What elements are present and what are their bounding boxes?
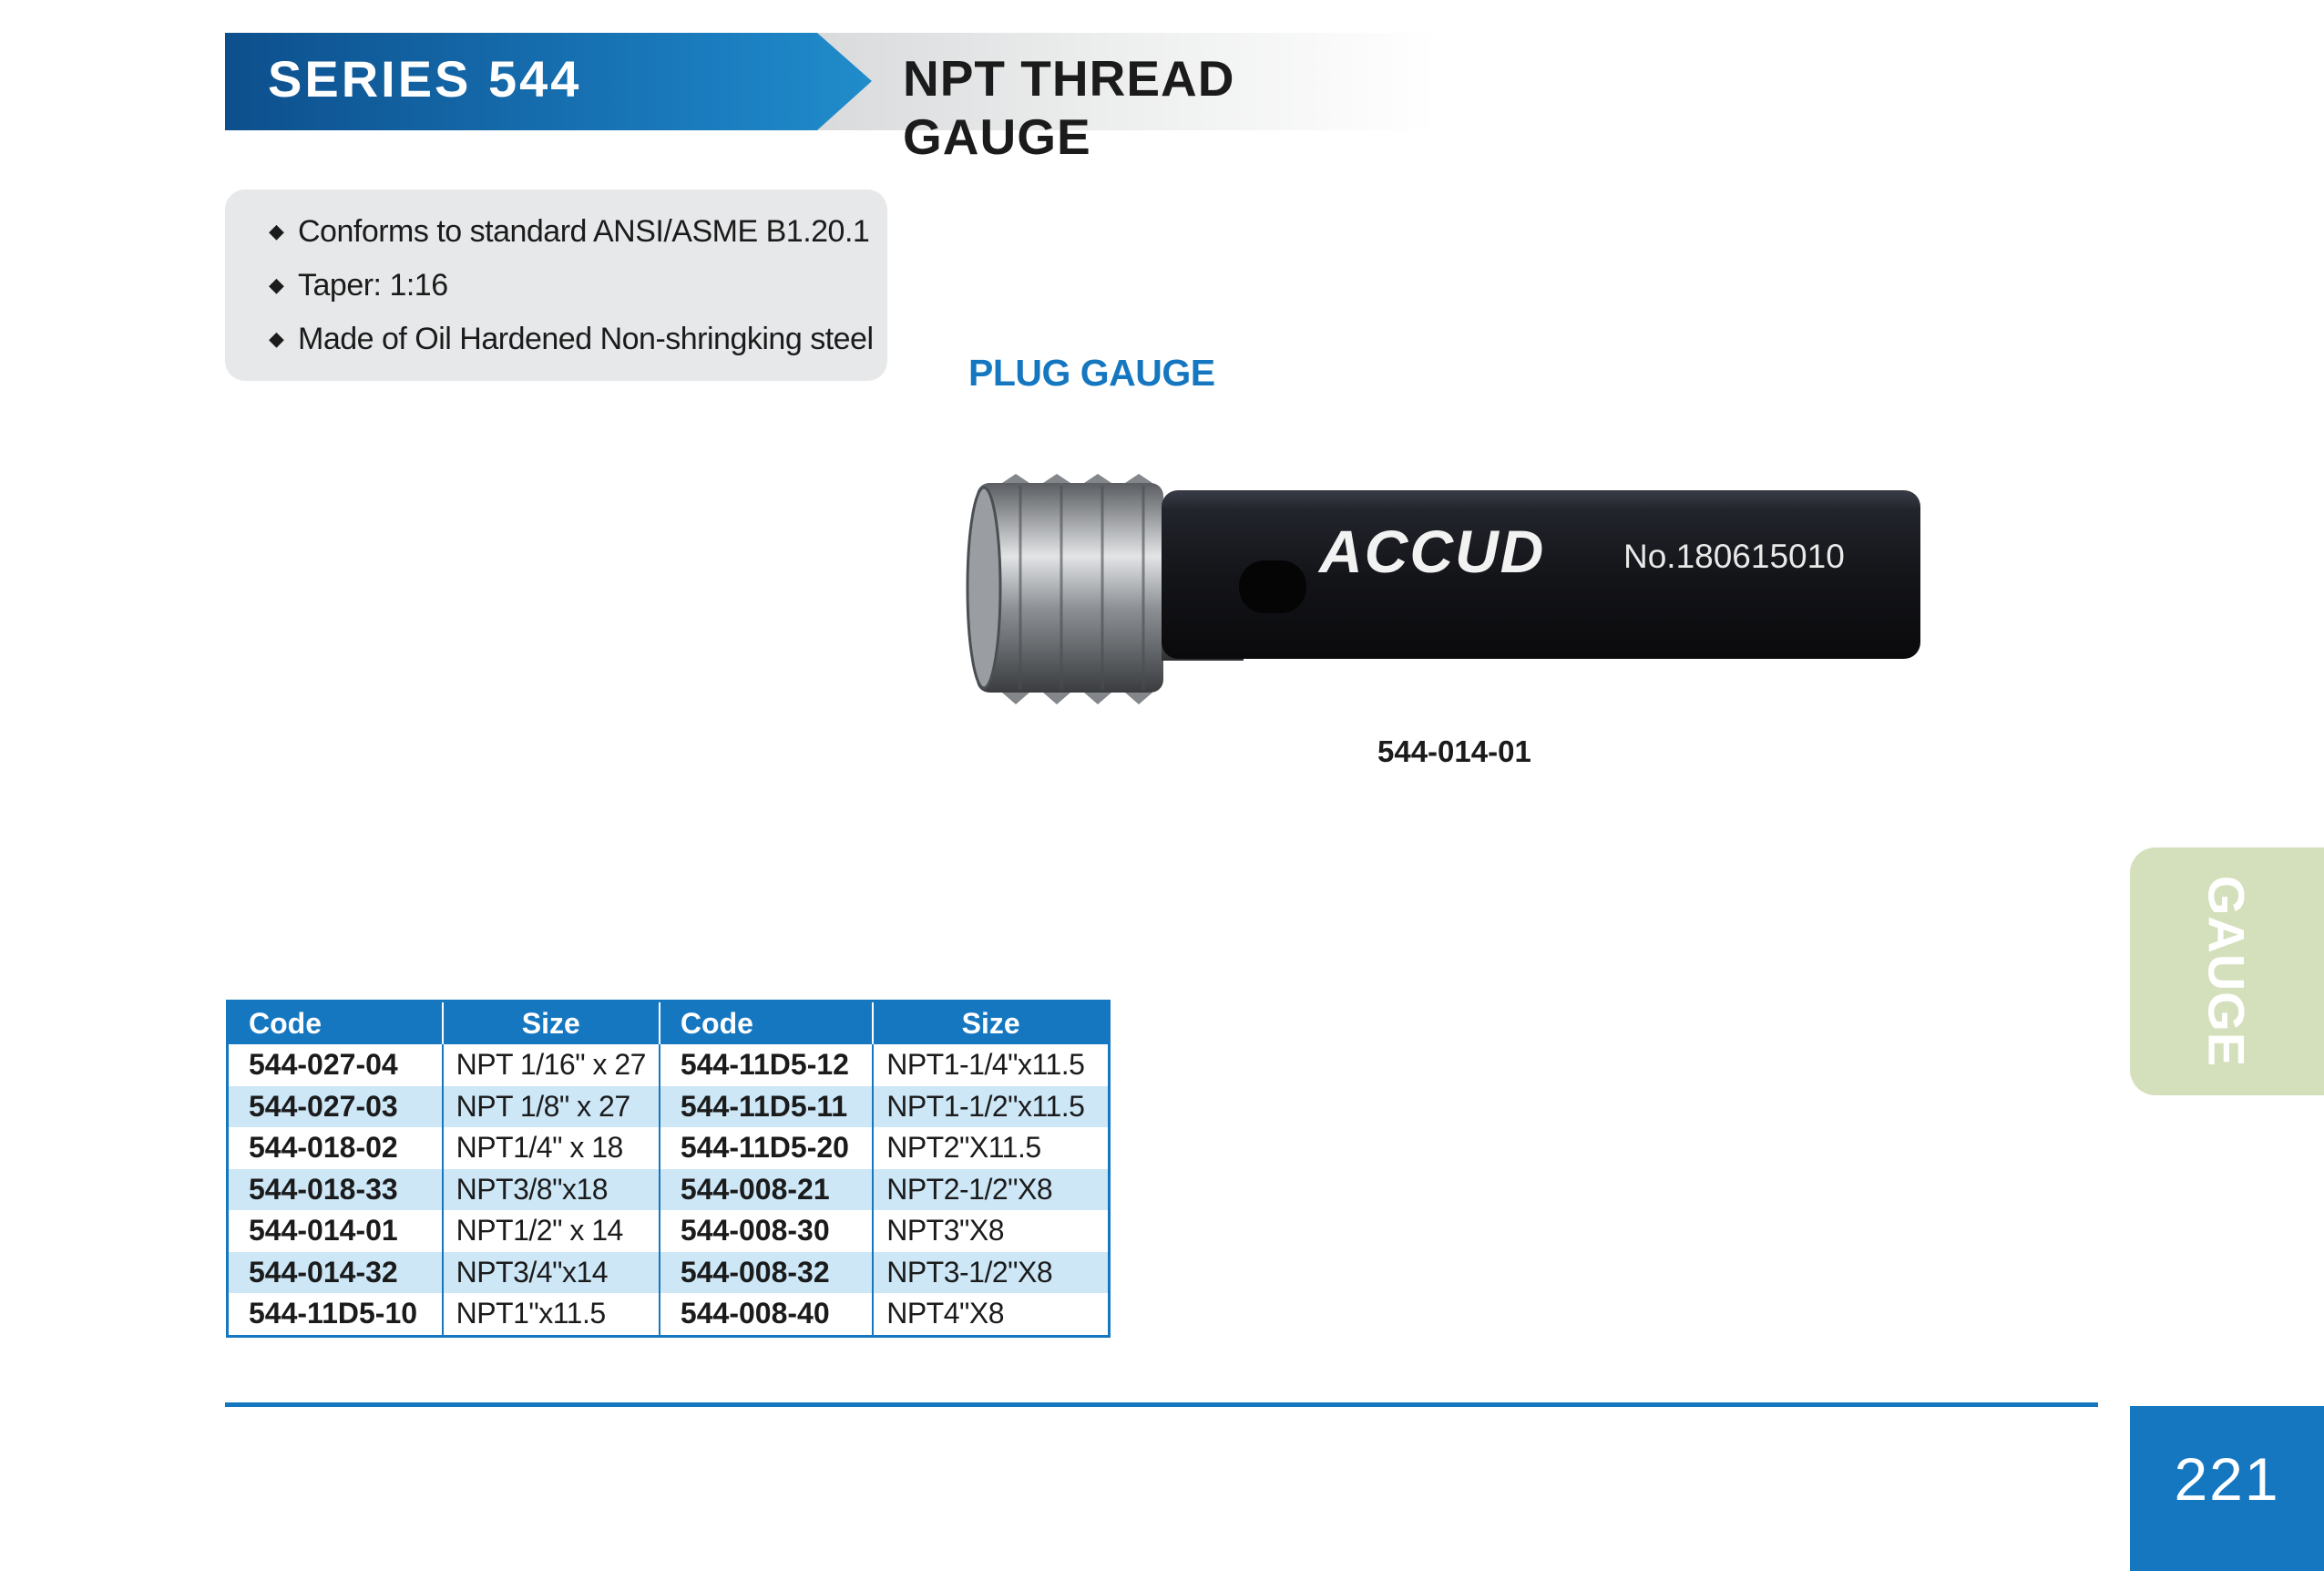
footer-rule: [225, 1402, 2098, 1407]
diamond-bullet-icon: ◆: [269, 327, 284, 350]
code-cell: 544-008-21: [660, 1169, 873, 1211]
diamond-bullet-icon: ◆: [269, 273, 284, 296]
size-cell: NPT2"X11.5: [873, 1127, 1109, 1169]
page-title: NPT THREAD GAUGE: [903, 50, 1235, 165]
code-cell: 544-027-04: [249, 1048, 398, 1082]
code-cell: 544-11D5-11: [660, 1086, 873, 1128]
section-tab: [2130, 847, 2324, 1095]
size-cell: NPT3/8"x18: [443, 1169, 660, 1211]
table-header-row: [228, 1001, 1110, 1045]
size-cell: NPT3/4"x14: [443, 1252, 660, 1294]
code-cell: 544-018-33: [228, 1169, 443, 1211]
photo-brand: ACCUD: [1319, 518, 1546, 585]
page-number: 221: [2174, 1445, 2280, 1513]
size-cell: NPT3-1/2"X8: [873, 1252, 1109, 1294]
size-cell: NPT 1/8" x 27: [443, 1086, 660, 1128]
diamond-bullet-icon: ◆: [269, 220, 284, 242]
code-cell: 544-018-02: [249, 1131, 398, 1165]
header-code: Code: [228, 1001, 443, 1045]
page-number-box: [2130, 1406, 2324, 1571]
header-banner: [225, 33, 1437, 165]
size-cell: NPT1-1/4"x11.5: [873, 1044, 1109, 1086]
series-label: SERIES 544: [268, 50, 582, 108]
size-cell: NPT1/4" x 18: [443, 1127, 660, 1169]
photo-serial: No.180615010: [1623, 538, 1845, 575]
size-cell: NPT1/2" x 14: [443, 1210, 660, 1252]
table-row: [228, 1086, 1110, 1128]
handle-hole: [1239, 560, 1306, 613]
thread-body: [977, 483, 1163, 693]
table-row: [228, 1293, 1110, 1336]
code-cell: 544-008-40: [660, 1293, 873, 1336]
gauge-tip: [967, 488, 1000, 688]
spec-table: [226, 1000, 1111, 1338]
feature-item: [269, 268, 448, 303]
code-cell: 544-008-30: [660, 1210, 873, 1252]
table-row: [228, 1210, 1110, 1252]
features-box: [225, 190, 887, 381]
feature-text: Conforms to standard ANSI/ASME B1.20.1: [298, 214, 870, 249]
feature-item: [269, 322, 874, 357]
size-cell: NPT1"x11.5: [443, 1293, 660, 1336]
feature-text: Made of Oil Hardened Non-shringking steel: [298, 322, 874, 356]
code-cell: 544-027-03: [228, 1086, 443, 1128]
code-cell: 544-11D5-20: [660, 1127, 873, 1169]
table-row: [228, 1044, 1110, 1086]
table-row: [228, 1252, 1110, 1294]
feature-item: [269, 214, 869, 250]
header-code: Code: [660, 1001, 873, 1045]
table-row: [228, 1169, 1110, 1211]
feature-text: Taper: 1:16: [298, 268, 448, 303]
code-cell: 544-014-01: [249, 1214, 398, 1248]
code-cell: 544-008-32: [660, 1252, 873, 1294]
header-size: Size: [873, 1001, 1109, 1045]
size-cell: NPT4"X8: [873, 1293, 1109, 1336]
size-cell: NPT2-1/2"X8: [873, 1169, 1109, 1211]
size-cell: NPT3"X8: [873, 1210, 1109, 1252]
size-cell: NPT1-1/2"x11.5: [873, 1086, 1109, 1128]
size-cell: NPT 1/16" x 27: [443, 1044, 660, 1086]
table-row: [228, 1127, 1110, 1169]
section-title: PLUG GAUGE: [968, 352, 1215, 394]
code-cell: 544-11D5-12: [660, 1044, 873, 1086]
header-size: Size: [443, 1001, 660, 1045]
plug-gauge-photo: [966, 469, 1940, 711]
code-cell: 544-11D5-10: [249, 1297, 418, 1330]
code-cell: 544-014-32: [228, 1252, 443, 1294]
section-tab-label: GAUGE: [2197, 875, 2256, 1068]
product-code-caption: 544-014-01: [1377, 734, 1531, 768]
